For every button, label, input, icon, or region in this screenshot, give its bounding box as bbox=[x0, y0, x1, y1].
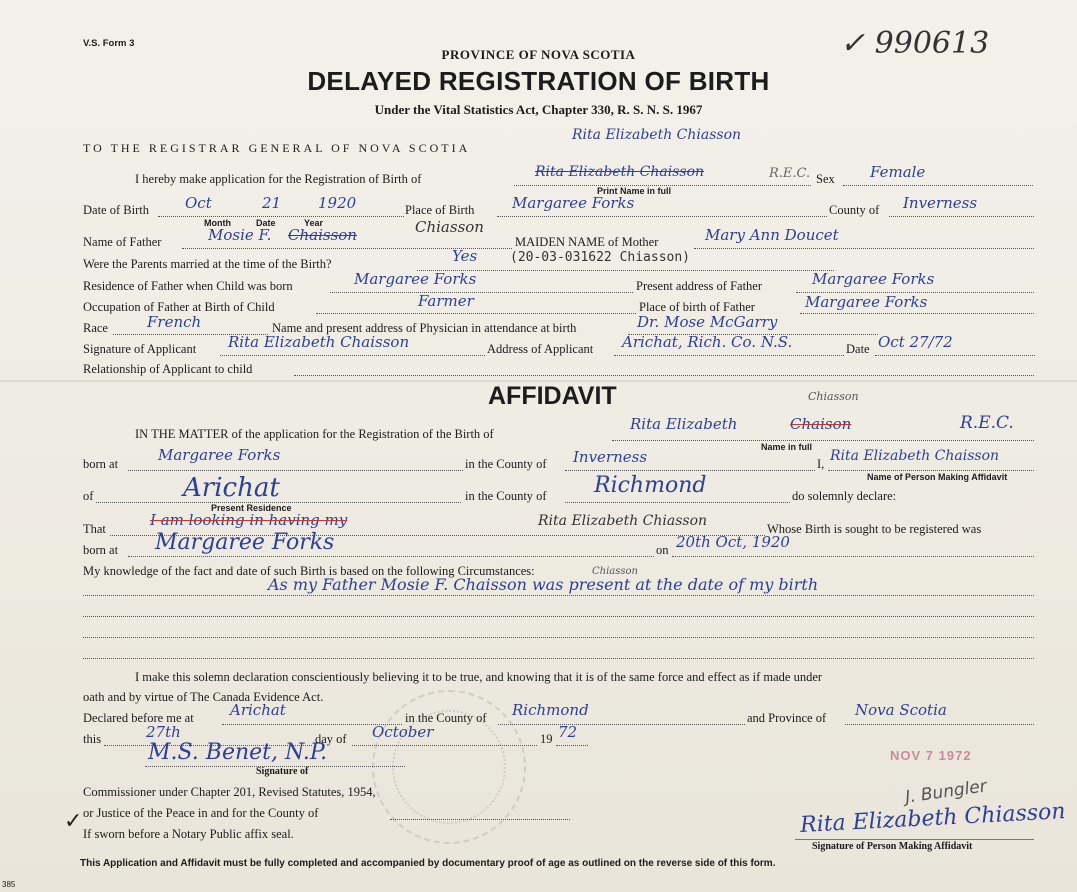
of-label: of bbox=[83, 489, 94, 503]
affiant-name: Rita Elizabeth Chaisson bbox=[830, 448, 1000, 464]
father-name: Mosie F. bbox=[208, 226, 272, 244]
occupation-label: Occupation of Father at Birth of Child bbox=[83, 300, 275, 314]
on-label: on bbox=[656, 543, 669, 557]
on-value: 20th Oct, 1920 bbox=[676, 533, 790, 551]
date-hint: Date bbox=[256, 218, 276, 228]
father-residence-value: Margaree Forks bbox=[354, 270, 477, 288]
county-value: Inverness bbox=[903, 194, 978, 212]
born-at-label: born at bbox=[83, 457, 119, 471]
form-number: V.S. Form 3 bbox=[83, 38, 135, 49]
form-subtitle: Under the Vital Statistics Act, Chapter 330, R. S. N. S. 1967 bbox=[374, 102, 703, 117]
father-surname-correction: Chiasson bbox=[415, 218, 484, 236]
married-value: Yes bbox=[452, 247, 478, 265]
initial-mark: J. Bungler bbox=[904, 776, 988, 808]
dob-label: Date of Birth bbox=[83, 203, 149, 217]
year-value: 72 bbox=[558, 723, 578, 741]
print-name-hint: Print Name in full bbox=[597, 186, 672, 196]
day-of-label: day of bbox=[315, 732, 347, 746]
file-number: ✓ 990613 bbox=[840, 26, 990, 61]
relationship-label: Relationship of Applicant to child bbox=[83, 362, 253, 376]
father-surname-struck: Chaisson bbox=[288, 226, 357, 244]
affidavit-county2-value: Richmond bbox=[594, 473, 707, 498]
sex-value: Female bbox=[870, 163, 926, 181]
intro-label: I hereby make application for the Registration of Birth of bbox=[135, 172, 422, 186]
day-value: 27th bbox=[146, 723, 181, 741]
applicant-signature: Rita Elizabeth Chaisson bbox=[228, 333, 410, 351]
born-at-value: Margaree Forks bbox=[158, 446, 281, 464]
i-label: I, bbox=[817, 457, 825, 471]
applicant-address: Arichat, Rich. Co. N.S. bbox=[622, 333, 793, 351]
affidavit-surname-struck: Chaison bbox=[790, 415, 852, 433]
occupation-value: Farmer bbox=[418, 292, 474, 310]
province-heading: PROVINCE OF NOVA SCOTIA bbox=[441, 47, 636, 62]
registrar-line: TO THE REGISTRAR GENERAL OF NOVA SCOTIA bbox=[83, 141, 471, 155]
knowledge-label: My knowledge of the fact and date of such Birth is based on the following Circumstances: bbox=[83, 564, 535, 578]
sex-label: Sex bbox=[816, 172, 835, 186]
mother-label: MAIDEN NAME of Mother bbox=[515, 235, 659, 249]
year-hint: Year bbox=[304, 218, 324, 228]
father-present-value: Margaree Forks bbox=[812, 270, 935, 288]
child-initials: R.E.C. bbox=[769, 166, 811, 181]
corner-number: 385 bbox=[2, 880, 16, 889]
father-birthplace-label: Place of birth of Father bbox=[639, 300, 755, 314]
race-value: French bbox=[147, 313, 202, 331]
affiant-signature: Rita Elizabeth Chiasson bbox=[799, 799, 1067, 838]
place-value: Margaree Forks bbox=[512, 194, 635, 212]
father-label: Name of Father bbox=[83, 235, 162, 249]
that-struck: I am looking in having my bbox=[150, 511, 348, 529]
father-birthplace-value: Margaree Forks bbox=[805, 293, 928, 311]
footer-note: This Application and Affidavit must be fully completed and accompanied by documentary proof of age as outlined on the reverse side of this form. bbox=[80, 858, 776, 869]
circumstances-correction: Chiasson bbox=[592, 566, 638, 577]
father-residence-label: Residence of Father when Child was born bbox=[83, 279, 293, 293]
affidavit-initials: R.E.C. bbox=[960, 413, 1014, 433]
declaration-line-2: oath and by virtue of The Canada Evidence Act. bbox=[83, 690, 324, 704]
affidavit-name: Rita Elizabeth bbox=[630, 415, 738, 433]
commissioner-line-2: or Justice of the Peace in and for the County of bbox=[83, 806, 319, 820]
born-label: born at bbox=[83, 543, 119, 557]
signature-of-label: Signature of bbox=[256, 766, 309, 777]
received-stamp: NOV 7 1972 bbox=[890, 748, 972, 763]
affiant-signature-label: Signature of Person Making Affidavit bbox=[812, 841, 973, 852]
married-ref: (20-03-031622 Chiasson) bbox=[510, 250, 691, 265]
physician-value: Dr. Mose McGarry bbox=[637, 313, 778, 331]
declare-label: do solemnly declare: bbox=[792, 489, 897, 503]
commissioner-line-1: Commissioner under Chapter 201, Revised Statutes, 1954, bbox=[83, 785, 376, 799]
affidavit-heading: AFFIDAVIT bbox=[488, 382, 617, 410]
county3-value: Richmond bbox=[512, 701, 589, 719]
date-value: Oct 27/72 bbox=[878, 333, 953, 351]
race-label: Race bbox=[83, 321, 108, 335]
declared-label: Declared before me at bbox=[83, 711, 194, 725]
county-label: County of bbox=[829, 203, 880, 217]
applicant-signature-label: Signature of Applicant bbox=[83, 342, 197, 356]
year-prefix: 19 bbox=[540, 732, 553, 746]
month-hint: Month bbox=[204, 218, 231, 228]
commissioner-signature: M.S. Benet, N.P. bbox=[148, 740, 328, 765]
mother-name: Mary Ann Doucet bbox=[705, 226, 839, 244]
father-present-label: Present address of Father bbox=[636, 279, 763, 293]
declaration-line-1: I make this solemn declaration conscientiously believing it to be true, and knowing that it is of the same force and effect as if made under bbox=[135, 670, 823, 684]
physician-label: Name and present address of Physician in attendance at birth bbox=[272, 321, 577, 335]
of-value: Arichat bbox=[183, 473, 280, 503]
affiant-hint: Name of Person Making Affidavit bbox=[867, 472, 1008, 482]
name-correction: Rita Elizabeth Chiasson bbox=[572, 127, 742, 143]
married-label: Were the Parents married at the time of the Birth? bbox=[83, 257, 332, 271]
that-label: That bbox=[83, 522, 106, 536]
applicant-address-label: Address of Applicant bbox=[487, 342, 594, 356]
checkmark-icon: ✓ bbox=[64, 808, 83, 833]
affidavit-surname-correction: Chiasson bbox=[808, 390, 859, 403]
form-title: DELAYED REGISTRATION OF BIRTH bbox=[307, 66, 770, 96]
affidavit-county2-label: in the County of bbox=[465, 489, 547, 503]
commissioner-line-3: If sworn before a Notary Public affix seal. bbox=[83, 827, 294, 841]
date-label: Date bbox=[846, 342, 870, 356]
that-name: Rita Elizabeth Chiasson bbox=[538, 513, 708, 529]
name-hint: Name in full bbox=[761, 442, 813, 452]
child-name: Rita Elizabeth Chaisson bbox=[535, 164, 705, 180]
affidavit-county-label: in the County of bbox=[465, 457, 547, 471]
dob-date: 21 bbox=[262, 194, 282, 212]
circumstances-text: As my Father Mosie F. Chaisson was present at the date of my birth bbox=[268, 575, 819, 594]
province-label: and Province of bbox=[747, 711, 827, 725]
dob-month: Oct bbox=[185, 194, 212, 212]
dob-year: 1920 bbox=[318, 194, 357, 212]
this-label: this bbox=[83, 732, 102, 746]
whose-label: Whose Birth is sought to be registered was bbox=[767, 522, 982, 536]
matter-label: IN THE MATTER of the application for the Registration of the Birth of bbox=[135, 427, 494, 441]
declared-at-value: Arichat bbox=[230, 701, 286, 719]
present-residence-hint: Present Residence bbox=[211, 503, 292, 513]
affidavit-county-value: Inverness bbox=[573, 448, 648, 466]
born-value: Margaree Forks bbox=[155, 530, 335, 555]
province-value: Nova Scotia bbox=[855, 701, 947, 719]
county3-label: in the County of bbox=[405, 711, 487, 725]
place-label: Place of Birth bbox=[405, 203, 475, 217]
month-value: October bbox=[372, 723, 434, 741]
